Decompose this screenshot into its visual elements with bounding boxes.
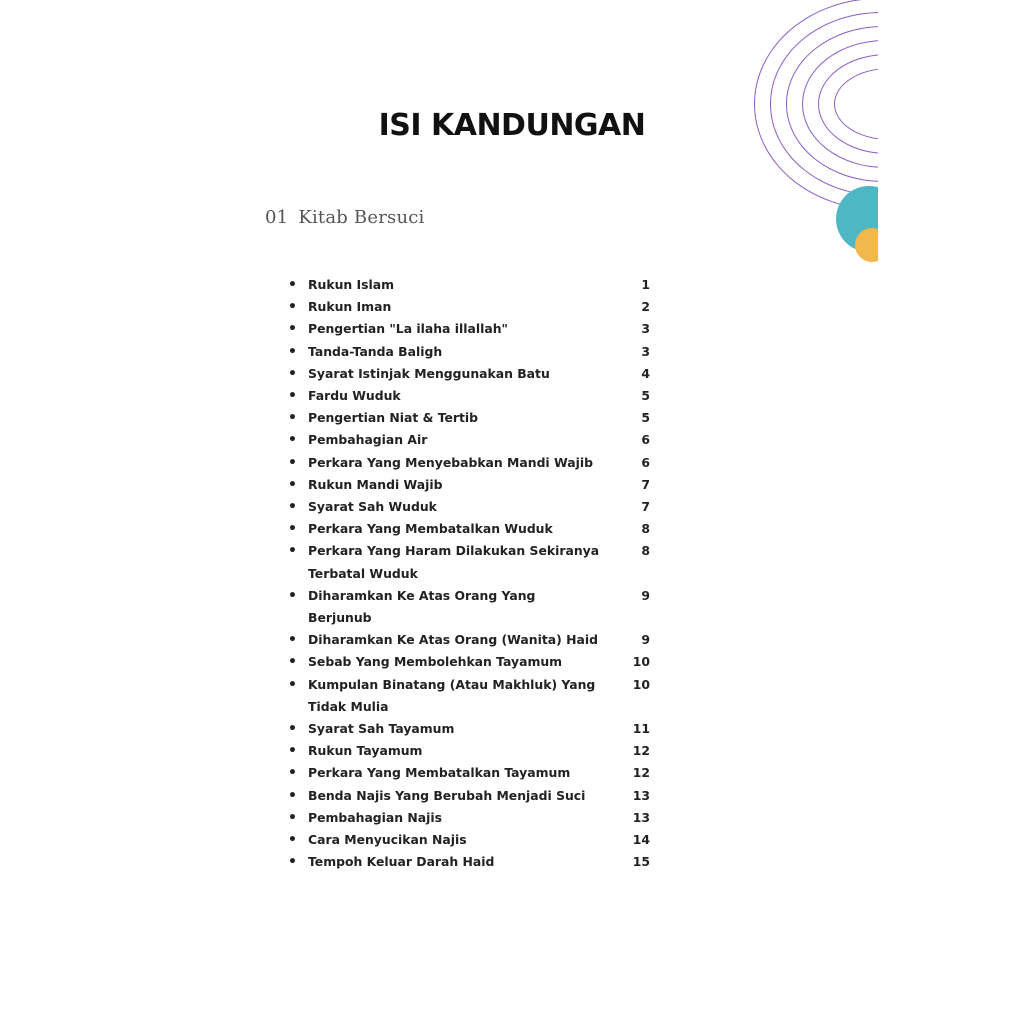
toc-entry — [288, 807, 650, 829]
bullet-icon: • — [288, 321, 297, 338]
toc-entry — [288, 785, 650, 807]
toc-entry-page-number: 13 — [632, 787, 650, 803]
bullet-icon: • — [288, 388, 297, 405]
toc-entry — [288, 674, 650, 718]
toc-entry-page-number: 15 — [632, 854, 650, 870]
toc-entry — [288, 518, 650, 540]
toc-entry-page-number: 10 — [632, 676, 650, 692]
toc-entry — [288, 829, 650, 851]
toc-entry — [288, 851, 650, 873]
toc-entry — [288, 762, 650, 784]
toc-entry — [288, 585, 650, 629]
bullet-icon: • — [288, 676, 297, 693]
toc-entry — [288, 540, 650, 584]
toc-entry-title: Syarat Sah Wuduk — [308, 499, 437, 515]
toc-entry-page-number: 6 — [641, 432, 650, 448]
toc-entry — [288, 363, 650, 385]
toc-entry-title: Tanda-Tanda Baligh — [308, 343, 443, 359]
toc-entry-title: Benda Najis Yang Berubah Menjadi Suci — [308, 787, 586, 803]
toc-entry — [288, 341, 650, 363]
toc-entry-title: Kumpulan Binatang (Atau Makhluk) Yang Tidak Mulia — [308, 676, 596, 714]
bullet-icon: • — [288, 521, 297, 538]
toc-entry-page-number: 8 — [641, 521, 650, 537]
toc-entry-title: Fardu Wuduk — [308, 388, 401, 404]
toc-entry-title: Perkara Yang Membatalkan Tayamum — [308, 765, 571, 781]
toc-entry-title: Sebab Yang Membolehkan Tayamum — [308, 654, 563, 670]
bullet-icon: • — [288, 299, 297, 316]
toc-entry-page-number: 5 — [641, 410, 650, 426]
bullet-icon: • — [288, 277, 297, 293]
toc-entry — [288, 385, 650, 407]
toc-entry-title: Pembahagian Air — [308, 432, 428, 448]
section-heading — [265, 207, 424, 228]
toc-entry — [288, 629, 650, 651]
section-name: Kitab Bersuci — [298, 207, 425, 228]
bullet-icon: • — [288, 809, 297, 826]
page-title-text: ISI KANDUNGAN — [378, 108, 646, 143]
toc-entry — [288, 429, 650, 451]
toc-entry — [288, 740, 650, 762]
toc-entry — [288, 718, 650, 740]
toc-entry-title: Diharamkan Ke Atas Orang (Wanita) Haid — [308, 632, 598, 648]
bullet-icon: • — [288, 543, 297, 560]
toc-entry-title: Syarat Istinjak Menggunakan Batu — [308, 365, 550, 381]
bullet-icon: • — [288, 765, 297, 782]
toc-entry-page-number: 4 — [641, 365, 650, 381]
toc-entry-page-number: 7 — [641, 476, 650, 492]
bullet-icon: • — [288, 432, 297, 449]
toc-entry-title: Rukun Iman — [308, 299, 392, 315]
toc-entry-title: Rukun Islam — [308, 277, 395, 292]
toc-entry — [288, 407, 650, 429]
bullet-icon: • — [288, 365, 297, 382]
toc-entry-title: Pengertian Niat & Tertib — [308, 410, 479, 426]
page-title — [0, 108, 1024, 143]
toc-entry — [288, 318, 650, 340]
toc-entry-page-number: 9 — [641, 587, 650, 603]
toc-entry-page-number: 5 — [641, 388, 650, 404]
bullet-icon: • — [288, 587, 297, 604]
bullet-icon: • — [288, 476, 297, 493]
toc-entry-page-number: 12 — [632, 743, 650, 759]
teal-dot-decoration — [836, 186, 902, 252]
toc-entry-title: Tempoh Keluar Darah Haid — [308, 854, 495, 870]
gold-dot-decoration — [855, 228, 889, 262]
bullet-icon: • — [288, 343, 297, 360]
bullet-icon: • — [288, 721, 297, 738]
toc-entry-page-number: 12 — [632, 765, 650, 781]
toc-entry-title: Diharamkan Ke Atas Orang Yang Berjunub — [308, 587, 536, 626]
toc-entry-title: Cara Menyucikan Najis — [308, 832, 467, 848]
toc-entry-page-number: 7 — [641, 499, 650, 515]
bullet-icon: • — [288, 787, 297, 804]
toc-entry-page-number: 14 — [632, 832, 650, 848]
toc-entry-page-number: 8 — [641, 543, 650, 559]
bullet-icon: • — [288, 632, 297, 649]
bullet-icon: • — [288, 499, 297, 516]
bullet-icon: • — [288, 832, 297, 849]
toc-entry — [288, 296, 650, 318]
toc-entry-page-number: 11 — [632, 721, 650, 737]
table-of-contents — [288, 274, 650, 873]
bullet-icon: • — [288, 743, 297, 760]
toc-entry-page-number: 1 — [641, 277, 650, 292]
bullet-icon: • — [288, 854, 297, 871]
toc-entry-title: Rukun Tayamum — [308, 743, 423, 759]
toc-entry-page-number: 2 — [641, 299, 650, 315]
toc-entry — [288, 496, 650, 518]
bullet-icon: • — [288, 410, 297, 427]
section-number: 01 — [265, 207, 289, 228]
toc-entry-title: Perkara Yang Membatalkan Wuduk — [308, 521, 553, 537]
toc-entry-title: Pembahagian Najis — [308, 809, 443, 825]
toc-entry-title: Pengertian "La ilaha illallah" — [308, 321, 508, 337]
toc-entry-page-number: 3 — [641, 321, 650, 337]
toc-entry-title: Rukun Mandi Wajib — [308, 476, 443, 492]
toc-entry — [288, 651, 650, 673]
toc-entry-page-number: 13 — [632, 809, 650, 825]
toc-entry-page-number: 3 — [641, 343, 650, 359]
toc-entry — [288, 274, 650, 296]
toc-entry — [288, 452, 650, 474]
toc-entry-page-number: 10 — [632, 654, 650, 670]
bullet-icon: • — [288, 654, 297, 671]
toc-entry — [288, 474, 650, 496]
toc-entry-title: Perkara Yang Menyebabkan Mandi Wajib — [308, 454, 593, 470]
toc-entry-page-number: 6 — [641, 454, 650, 470]
toc-entry-title: Perkara Yang Haram Dilakukan Sekiranya Terbatal Wuduk — [308, 543, 600, 581]
toc-entry-page-number: 9 — [641, 632, 650, 648]
bullet-icon: • — [288, 454, 297, 471]
toc-entry-title: Syarat Sah Tayamum — [308, 721, 455, 737]
